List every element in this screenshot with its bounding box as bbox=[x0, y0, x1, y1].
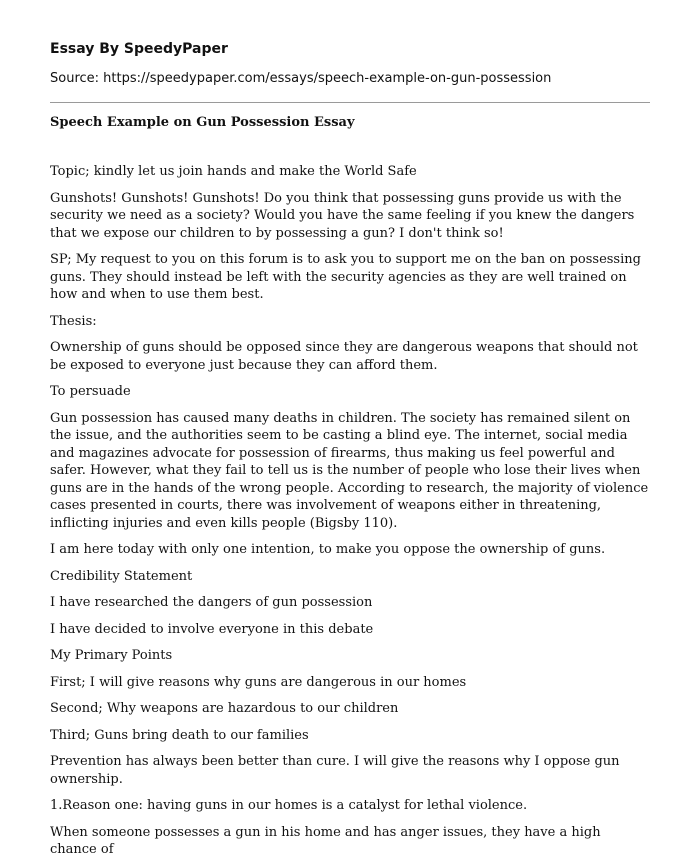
essay-body bbox=[50, 163, 650, 859]
paragraph: 1.Reason one: having guns in our homes is a catalyst for lethal violence. bbox=[50, 798, 528, 813]
paragraph: When someone possesses a gun in his home and has anger issues, they have a high chance of bbox=[50, 824, 601, 857]
paragraph: My Primary Points bbox=[50, 648, 173, 663]
divider bbox=[50, 102, 650, 103]
paragraph: I have decided to involve everyone in this debate bbox=[50, 621, 374, 637]
paragraph: Gun possession has caused many deaths in children. The society has remained silent on the issue, and the authorities seem to be casting a blind eye. The internet, social media and magazines advocate for possession of firearms, thus making us feel powerful and safer. However, what they fail to tell us is the number of people who lose their lives when guns are in the hands of the wrong people. According to research, the majority of violence cases presented in courts, there was involvement of weapons either in threatening, inflicting injuries and even kills people (Bigsby 110). bbox=[50, 410, 649, 531]
paragraph: Third; Guns bring death to our families bbox=[50, 727, 309, 743]
header-source: Source: https://speedypaper.com/essays/speech-example-on-gun-possession bbox=[50, 71, 552, 86]
document-page bbox=[50, 40, 650, 868]
paragraph: Prevention has always been better than cure. I will give the reasons why I oppose gun ownership. bbox=[50, 754, 620, 787]
header-title: Essay By SpeedyPaper bbox=[50, 41, 228, 57]
paragraph: I have researched the dangers of gun possession bbox=[50, 595, 373, 610]
paragraph: SP; My request to you on this forum is to ask you to support me on the ban on possessing guns. They should instead be left with the security agencies as they are well trained on how and when to use them best. bbox=[50, 252, 641, 302]
paragraph: To persuade bbox=[50, 384, 131, 399]
paragraph: I am here today with only one intention, to make you oppose the ownership of guns. bbox=[50, 542, 606, 557]
paragraph: First; I will give reasons why guns are dangerous in our homes bbox=[50, 674, 467, 690]
paragraph: Gunshots! Gunshots! Gunshots! Do you think that possessing guns provide us with the security we need as a society? Would you have the same feeling if you knew the dangers that we expose our children to by possessing a gun? I don't think so! bbox=[50, 190, 635, 241]
paragraph: Credibility Statement bbox=[50, 568, 193, 584]
paragraph: Thesis: bbox=[50, 313, 97, 329]
essay-title: Speech Example on Gun Possession Essay bbox=[50, 115, 355, 130]
paragraph: Ownership of guns should be opposed since they are dangerous weapons that should not be exposed to everyone just because they can afford them. bbox=[50, 340, 638, 373]
paragraph: Topic; kindly let us join hands and make the World Safe bbox=[50, 164, 417, 179]
paragraph: Second; Why weapons are hazardous to our children bbox=[50, 701, 399, 716]
